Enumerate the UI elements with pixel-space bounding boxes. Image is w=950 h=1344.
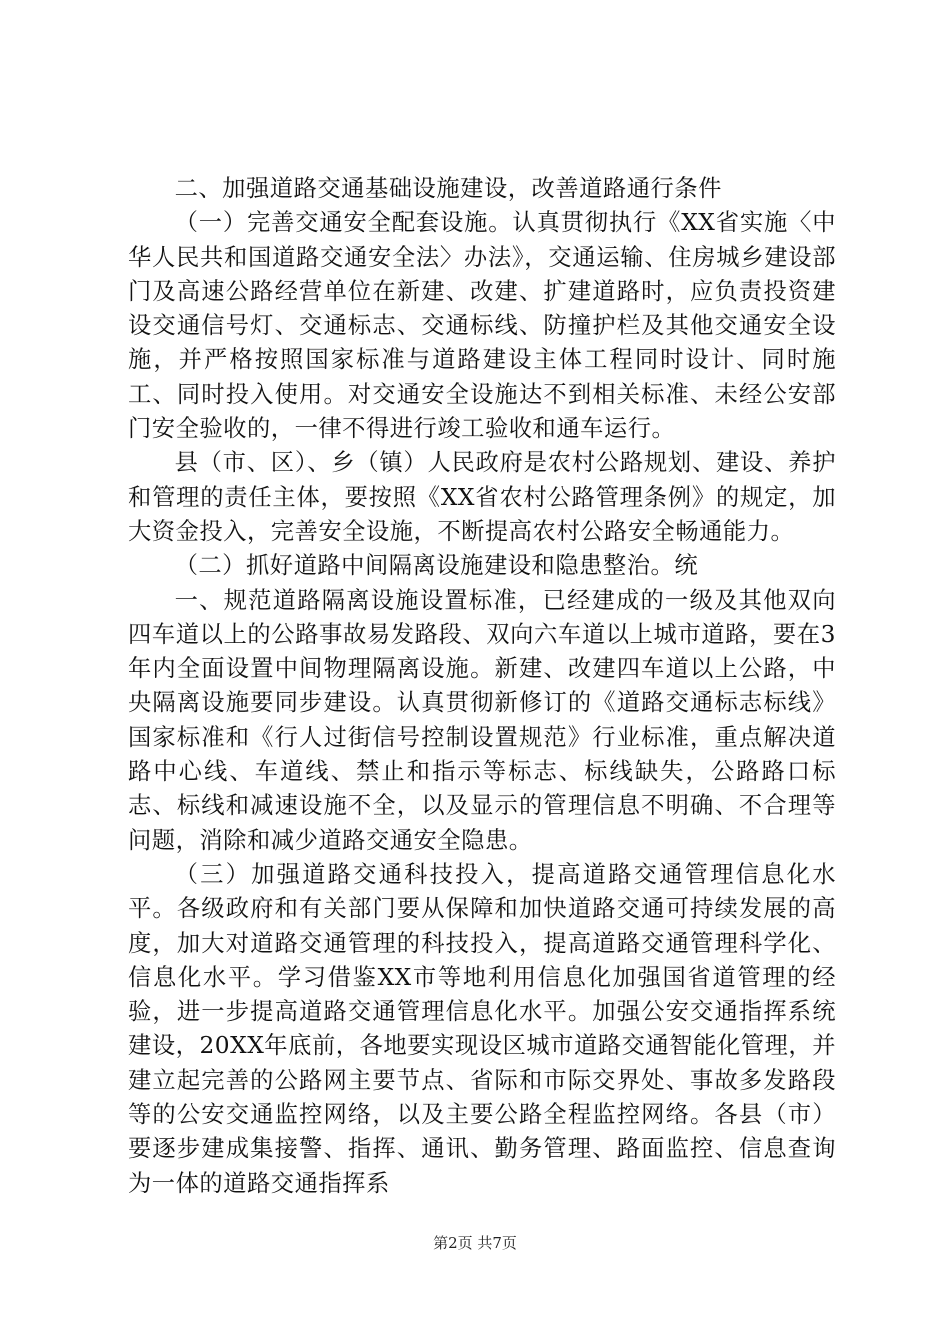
paragraph-technology-investment: （三）加强道路交通科技投入，提高道路交通管理信息化水平。各级政府和有关部门要从保障和加快道路交通可持续发展的高度，加大对道路交通管理的科技投入，提高道路交通管理科学化、信息化水平。学习借鉴XX市等地利用信息化加强国省道管理的经验，进一步提高道路交通管理信息化水平。加强公安交通指挥系统建设，20XX年底前，各地要实现设区城市道路交通智能化管理，并建立起完善的公路网主要节点、省际和市际交界处、事故多发路段等的公安交通监控网络，以及主要公路全程监控网络。各县（市）要逐步建成集接警、指挥、通讯、勤务管理、路面监控、信息查询为一体的道路交通指挥系 [128, 860, 836, 1197]
page-footer: 第2页 共7页 [433, 1234, 517, 1252]
paragraph-rural-roads: 县（市、区）、乡（镇）人民政府是农村公路规划、建设、养护和管理的责任主体，要按照《XX省农村公路管理条例》的规定，加大资金投入，完善安全设施，不断提高农村公路安全畅通能力。 [128, 449, 836, 545]
paragraph-isolation-facilities: （二）抓好道路中间隔离设施建设和隐患整治。统 [174, 552, 699, 580]
document-body [128, 172, 836, 1201]
section-heading: 二、加强道路交通基础设施建设，改善道路通行条件 [174, 175, 722, 202]
paragraph-isolation-standards: 一、规范道路隔离设施设置标准，已经建成的一级及其他双向四车道以上的公路事故易发路段、双向六车道以上城市道路，要在3年内全面设置中间物理隔离设施。新建、改建四车道以上公路，中央隔离设施要同步建设。认真贯彻新修订的《道路交通标志标线》国家标准和《行人过街信号控制设置规范》行业标准，重点解决道路中心线、车道线、禁止和指示等标志、标线缺失，公路路口标志、标线和减速设施不全，以及显示的管理信息不明确、不合理等问题，消除和减少道路交通安全隐患。 [128, 586, 836, 854]
paragraph-safety-facilities: （一）完善交通安全配套设施。认真贯彻执行《XX省实施〈中华人民共和国道路交通安全法〉办法》，交通运输、住房城乡建设部门及高速公路经营单位在新建、改建、扩建道路时，应负责投资建设交通信号灯、交通标志、交通标线、防撞护栏及其他交通安全设施，并严格按照国家标准与道路建设主体工程同时设计、同时施工、同时投入使用。对交通安全设施达不到相关标准、未经公安部门安全验收的，一律不得进行竣工验收和通车运行。 [128, 209, 836, 443]
